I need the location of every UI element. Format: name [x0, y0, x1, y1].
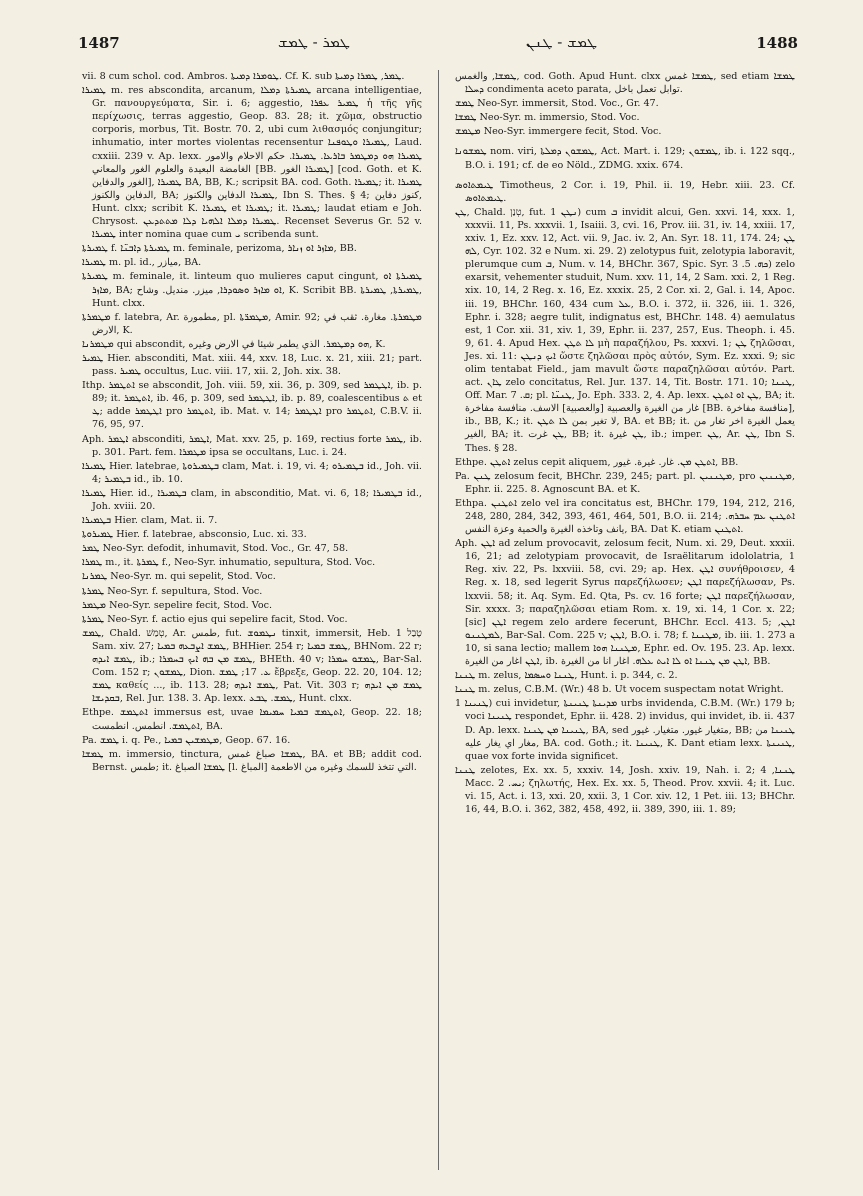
dictionary-entry: Aph. ܐܛܢ ad zelum provocavit, zelosum fecit, Num. xi. 29, Deut. xxxii. 16, 21; ad zelotypiam provocavit, de Israëlitarum idololatria, 1 Reg. xiv. 22, Ps. lxxviii. 58, cvi. 29; ap. Hex. ܐܛܢ συνήθροισεν, 4 Reg. x. 18, sed legerit Syrus παρεζήλωσεν; ܐܛܢ παρεζήλωσαν, Ps. lxxvii. 58; it. Aq. Sym. Ed. Qta, Ps. cv. 16 forte; ܐܛܢ παρεζήλωσαν, Sir. xxxx. 3; παραζηλῶσαι etiam Rom. x. 19, xi. 14, 1 Cor. x. 22; [sic] ܐܛܢ regem zelo ardere fecerunt, BHChr. Eccl. 413. 5; ܐܛܢ, ܠܡܛܢܢܘ, Bar-Sal. Com. 225 v; ܐܛܢ, B.O. i. 78; f. ܡܛܢܢܐ, ib. iii. 1. 273 a 10, si sana lectio; mallem ܡܛܢܢܐ ܗܘܐ, Ephr. ed. Ov. 195. 23. Ap. lexx. ܐܛܢ اغار من الغيرة, ib. ܐܛܢ ܡܢ ܛܢܢܐ ܐܘ ܠܐ ܐܝܬ ܥܠܗ. اغار انا من الغيرة, BB.: [455, 538, 795, 668]
left-page-number: 1487: [78, 34, 120, 52]
dictionary-entry: ܛܡܝܪܘܬܐ Hier. f. latebrae, absconsio, Luc. xi. 33.: [82, 529, 307, 541]
dictionary-entry: ܒܛܡܝܪܐ Hier. clam, Mat. ii. 7.: [82, 515, 218, 527]
dictionary-entry: ܛܡܝܪܐ Hier. id., ܒܛܡܝܪܐ clam, in absconditio, Mat. vi. 6, 18; ܒܛܡܝܪܐ id., Joh. xviii. 20.: [82, 487, 422, 512]
dictionary-entry: ܛܡܝܪܐ m. res abscondita, arcanum, ܛܡܝܪܬܐ ܕܡܠܐ arcana intelligentiae, Gr. πανουργεύματα, Sir. i. 6; aggestio, ܛܡܝܪ ܥܦܪܐ ἡ τῆς γῆς περίχωσις, terras aggestio, Geop. 83. 28; it. χῶμα, obstructio corporis, morbus, Tit. Bostr. 70. 2, ubi cum λιθασμός conjungitur; inhumatio, inter mortes violentas recensentur ܛܡܝܪܐ ܘܛܘܦܢܐ, Laud. cxxiii. 239 v. Ap. lexx. ܛܡܝܪܐ ܗܘ ܕܡܛܡܪ ܒܐܪܥܐ. ܛܡܝܪܐ. حكم الاحلام والامور الغامضة البعيدة والعلوم الغور والمعاني [BB. ܛܡܝܪܐ الغور] [cod. Goth. et K. الغور والدفاين], ܛܡܝܪܐ BA, BB, K.; scripsit BA. cod. Goth. ܛܡܝܪܐ; it. ܛܡܝܪܐ الدفاين والكنوز, BA; ܛܡܝܪܐ الدفاين والكنوز, Ibn S. Thes. § 4; كنوز دفاين, Hunt. clxx; scribit K. ܛܡܝܪܐ et ܛܡܝܪܐ; it. ܛܡܝܪܐ; laudat etiam e Joh. Chrysost. ܛܡܝܪܐ ܕܡܠܐ ܐܠܗܝܐ ܕܠܐ ܡܬܬܕܥܢ. Recenset Severus Gr. 52 v. ܛܡܝܪܐ inter nomina quae cum ܝ scribenda sunt.: [82, 85, 423, 241]
dictionary-entry: ܛܡܫܘܢܐ nom. viri, ܛܡܫܘܢ ܕܡܠܬܐ, Act. Mart. i. 129; ܛܡܫܘܢ, ib. i. 122 sqq., B.O. i. 191; cf. de eo Nöld., ZDMG. xxix. 674.: [455, 146, 795, 171]
dictionary-entry: ܡܛܡܪܬܐ f. latebra, Ar. مطمورة, pl. ܡܛܡܪ̈ܬܐ, Amir. 92; ܡܛܡܪܬܐ. مغارة. ثقب في الارض, K.: [82, 311, 422, 336]
left-running-head: ܛܡܪ - ܛܡܫ: [278, 33, 350, 51]
dictionary-entry: ܛܡܫ, Chald. טְמַשׁ, Ar. طمس, fut. ܢܛܡܘܫ tinxit, immersit, Heb. טָבַל 1 Sam. xiv. 27; ܛܡܫ ܐܨܒܥܗ ܒܡܝܐ, BHHier. 254 r; ܛܡܫ ܒܡܝܐ, BHNom. 22 r; ܛܡܫ ܐܝܕܗ, ib.; ܛܡܫ ܡܢ ܒܗ ܐܝܟ ܒܚܡܪܐ, BHEth. 40 v; ܛܡܫܘ ܚܡܪܐ, Bar-Sal. Com. 152 r; ܛܡܫܘܢ, Dion. ܥ. 17; ܛܡܫ ἔβρεξε, Geop. 22. 20, 104. 12; ܛܡܫ καθείς ..., ib. 113. 28; ܛܡܫ ܐܝܕܗ, Pat. Vit. 303 r; ܛܡܫ ܡܢ ܐܝܕܗ ܒܩܕܝܫܐ, Rel. Jur. 138. 3. Ap. lexx. ܛܡܫ. ܛܒܥ, Hunt. clxx.: [82, 627, 423, 705]
dictionary-entry: Pa. ܛܢܢ zelosum fecit, BHChr. 239, 245; part. pl. ܡܛܢܢܝܢ, pro ܡܛܢܢܝܢ, Ephr. ii. 225. 8. Agnoscunt BA. et K.: [455, 470, 796, 495]
dictionary-entry: ܛܡܪܬܐ Neo-Syr. f. sepultura, Stod. Voc.: [82, 585, 263, 597]
dictionary-entry: ܡܛܡܫ Neo-Syr. immergere fecit, Stod. Voc.: [455, 126, 662, 138]
dictionary-entry: ܛܡܝܪ Hier. absconditi, Mat. xiii. 44, xxv. 18, Luc. x. 21, xiii. 21; part. pass. ܛܡܝܪ occultus, Luc. viii. 17, xii. 2, Joh. xix. 38.: [82, 352, 422, 378]
dictionary-entry: ܛܢܝܢܐ 1) cui invidetur, ܡܕܝܢܬܐ ܛܢܝܢܬܐ urbs invidenda, C.B.M. (Wr.) 179 b; voci ܛܢܝܢܐ respondet, Ephr. ii. 428. 2) invidus, qui invidet, ib. ii. 437 D. Ap. lexx. ܛܢܝܢܐ ܡܢ ܛܢܢܐ, BA, sed متغيار غيور. متغيار. غيور, BB; ܛܢܝܢܐ من مغار اي يغار عليه, BA. cod. Goth.; it. ܛܢܝܢܐ, K. Dant etiam lexx. ܛܢܝܢܬܐ, quae vox forte invida significet.: [455, 698, 796, 762]
column-divider: [438, 70, 439, 1170]
dictionary-entry: ܛܢܢܐ m. zelus, ܛܢܢܐ ܘܚܣܡܐ, Hunt. i. p. 344, c. 2.: [455, 670, 678, 682]
dictionary-entry: ܛܡܫܐ Neo-Syr. m. immersio, Stod. Voc.: [455, 112, 640, 124]
dictionary-entry: ܛܡܪܬܐ Neo-Syr. f. actio ejus qui sepelire facit, Stod. Voc.: [82, 613, 348, 625]
dictionary-entry: ܛܡܫ Neo-Syr. immersit, Stod. Voc., Gr. 47.: [455, 98, 659, 110]
dictionary-entry: ܛܡܝܪܬܐ f. ܛܡܝܪܬܐ ܕܐܒܢ̈ܐ m. feminale, perizoma, ܡܐܙܪ ܐܘ ܙܢܐܪ, BB.: [82, 243, 357, 255]
dictionary-entry: ܛܝܡܬܐܘܣ Timotheus, 2 Cor. i. 19, Phil. ii. 19, Hebr. xiii. 23. Cf. ܛܝܡܬܐܘܣ.: [455, 179, 795, 204]
dictionary-entry: ܛܢܢܐ zelotes, Ex. xx. 5, xxxiv. 14, Josh. xxiv. 19, Nah. i. 2; ܛܢܢܐ, 4 Macc. ܝܚ. 2; ζηλωτής, Hex. Ex. xx. 5, Theod. Prov. xxvii. 4; it. Luc. vi. 15, Act. i. 13, xxi. 20, xxii. 3, 1 Cor. xiv. 12, 1 Pet. iii. 13; BHChr. 16, 44, B.O. i. 362, 382, 458, 492, ii. 389, 390, iii. 1. 89;: [455, 764, 796, 816]
dictionary-entry: ܛܡܪܐ m., it. ܛܡܪܬܐ f., Neo-Syr. inhumatio, sepultura, Stod. Voc.: [82, 557, 376, 569]
dictionary-entry: ܡܛܡܪܢܐ qui abscondit, ܗܘ ܕܡܛܡܪ. الذي يطمر شيئا في الارض وغيره, K.: [82, 338, 386, 350]
dictionary-entry: Ethpe. ܐܬܛܢ zelus cepit aliquem, ܐܬܛܢ ܡܢ. غار. غيرة. غيور, BB.: [455, 456, 739, 468]
dictionary-entry: ܡܛܡܪ Neo-Syr. sepelire fecit, Stod. Voc.: [82, 599, 273, 611]
dictionary-entry: Ithp. ܐܬܛܡܪ se abscondit, Joh. viii. 59, xii. 36, p. 309, sed ܐܛܛܡܪ, ib. p. 89; it. ܐܬܛܡܪ, ib. 46, p. 309, sed ܐܛܛܡܪ, ib. p. 89, coalescentibus ܬ et ܛ; adde ܐܛܛܡܪ pro ܐܬܛܡܪ, ib. Mat. v. 14; ܐܛܛܡܪ pro ܐܬܛܡܪ, C.B.V. ii. 76, 95, 97.: [82, 380, 422, 431]
dictionary-entry: ܛܡܪ Neo-Syr. defodit, inhumavit, Stod. Voc., Gr. 47, 58.: [82, 543, 349, 555]
right-page-number: 1488: [756, 34, 798, 52]
dictionary-entry: ܛܢ, Chald. טְנַן, fut. ܢܛܢ 1) cum ܒ invidit alcui, Gen. xxvi. 14, xxx. 1, xxxvii. 11, Ps. xxxvii. 1, Isaiii. 3, cvi. 16, Prov. iii. 31, iv. 14, xxiii. 17, xxiv. 1, Ez. xxv. 12, Act. vii. 9, Jac. iv. 2, An. Syr. 18. 11, 174. 24; ܛܢ ܠܗ, Cyr. 102. 32 e Num. xi. 29. 2) zelotypus fuit, zelotypia laboravit, plerumque cum ܒ, Num. v. 14, BHChr. 367, Spic. Syr. ܟܗ. 5. 3) zelo exarsit, vehementer studuit, Num. xxv. 11, 14, 2 Sam. xxi. 2, 1 Reg. xix. 10, 14, 2 Reg. x. 16, Ez. xxxix. 25, 2 Cor. xi. 2, Gal. i. 14, Apoc. iii. 19, BHChr. 160, 434 cum ܥܠ, B.O. i. 372, ii. 326, iii. 1. 326, Ephr. i. 328; aegre tulit, indignatus est, BHChr. 148. 4) aemulatus est, 1 Cor. xii. 31, xiv. 1, 39, Ephr. ii. 237, 257, Eus. Theoph. i. 45. 9, 61. 4. Apud Hex. ܠܐ ܬܛܢ μὴ παραζήλου, Ps. xxxvi. 1; ܛܢ ζηλῶσαι, Jes. xi. 11: ܐܝܟ ܕܢܛܢ ὥστε ζηλῶσαι πρὸς αὐτόν, Sym. Ez. xxxi. 9; sic olim tentabat Field., jam mavult ὥστε παραζηλῶσαι αὐτόν. Part. act. ܛܐܢ zelo concitatus, Rel. Jur. 137. 14, Tit. Bostr. 171. 10; ܛܢܢܐ, Off. Mar. ܩ. 7; pl. ܛܢܢ̈ܐ, Jo. Eph. 333. 2, 4. Ap. lexx. ܛܢ ܐܘ ܐܬܛܢ, BA; it. غار من الغيرة والعصبية [والعصبية] الاسف. منافسة مفاخرة [BB. منافسة مفاخرة], ib., BB, K.; it. لا تغير بمن ܠܐ ܬܛܢ, BA. et BB; it. يعمل الغيرة اخر تغار من الغير, BA; it. ܛܢ غرت, BB; it. ܛܢ غيرة, ib.; imper. ܛܢ, Ar. ܛܢ, Ibn S. Thes. § 28.: [455, 206, 795, 454]
left-column: [82, 70, 422, 775]
right-column: [455, 70, 795, 817]
dictionary-entry: ܛܡܫܐ, والغمس, cod. Goth. Apud Hunt. clxx ܛܡܫܐ غمس, sed etiam ܛܡܫܐ ܕܚܠܐ condimenta aceto parata, توابل تعمل باخل.: [455, 71, 796, 96]
dictionary-entry: Ethpa. ܐܬܛܢܢ zelo vel ira concitatus est, BHChr. 179, 194, 212, 216, 248, 280, 284, 342, 393, 461, 464, 501, B.O. ii. 214; ܐܬܛܢܢ ܥܡ ܚܒܪܗ. يانف وتاخذه الغيرة والحمية وعزة النفس, BA. Dat K. etiam ܐܬܛܢܢ.: [455, 497, 795, 536]
dictionary-entry: ܛܡܫܐ m. immersio, tinctura, ܛܡܫܐ صباغ غمس, BA. et BB; addit cod. Bernst. طمس; it. ܛܡܫܐ الصباغ [l. المباغ] التي تتخذ للسمك وغيره من الاطعمة.: [82, 748, 422, 773]
dictionary-entry: ܛܡܪܢܐ Neo-Syr. m. qui sepelit, Stod. Voc.: [82, 571, 276, 583]
dictionary-entry: Ethpe. ܐܬܛܡܫ immersus est, uvae ܐܬܛܡܫ ܒܡܝܐ ܚܡܝܡܐ, Geop. 22. 18; ܐܬܛܡܫ. انطمس. انطمست, BA.: [82, 707, 422, 732]
dictionary-entry: ܛܢܢܐ m. zelus, C.B.M. (Wr.) 48 b. Ut vocem suspectam notat Wright.: [455, 684, 784, 696]
dictionary-entry: Aph. ܐܛܡܪ absconditi, ܐܛܡܪ, Mat. xxv. 25, p. 169, rectius forte ܛܡܪ, ib. p. 301. Part. fem. ܡܛܡܪܐ ipsa se occultans, Luc. i. 24.: [82, 433, 422, 458]
dictionary-entry: ܛܡܝܪܐ Hier. latebrae, ܒܛܡܝܪܘܬܐ clam, Mat. i. 19, vi. 4; ܒܛܡܝܪܘ id., Joh. vii. 4; ܒܛܡܝܪ id., ib. 10.: [82, 460, 422, 485]
dictionary-entry: Pa. ܛܡܫ i. q. Pe., ܡܛܡܫܝܢ ܒܡܝܐ, Geop. 67. 16.: [82, 734, 291, 746]
dictionary-entry: vii. 8 cum schol. cod. Ambros. ܛܘܡܪܐ ܕܡܝܬܐ. Cf. K. sub ܛܡܪ, ܛܡܪܐ ܕܡܝܬܐ.: [82, 71, 405, 82]
dictionary-entry: ܛܡܝܪܬܐ m. feminale, it. linteum quo mulieres caput cingunt, ܛܡܝܪܬܐ ܐܘ ܡܐܙܪ, BA; ܐܘ ܡܐܙܪ ܘܣܘܕܪܐ, ميزر. منديل. وشاح, K. Scribit BB. ܛܡܝܪܬܐ, ܛܡܝܪܬܐ, Hunt. clxx.: [82, 271, 422, 309]
right-running-head: ܛܡܫ - ܛܢܢ: [526, 33, 598, 51]
page-header: [78, 30, 798, 56]
dictionary-entry: ܛܡܝܪܐ m. pl. id., ميازر, BA.: [82, 257, 202, 269]
